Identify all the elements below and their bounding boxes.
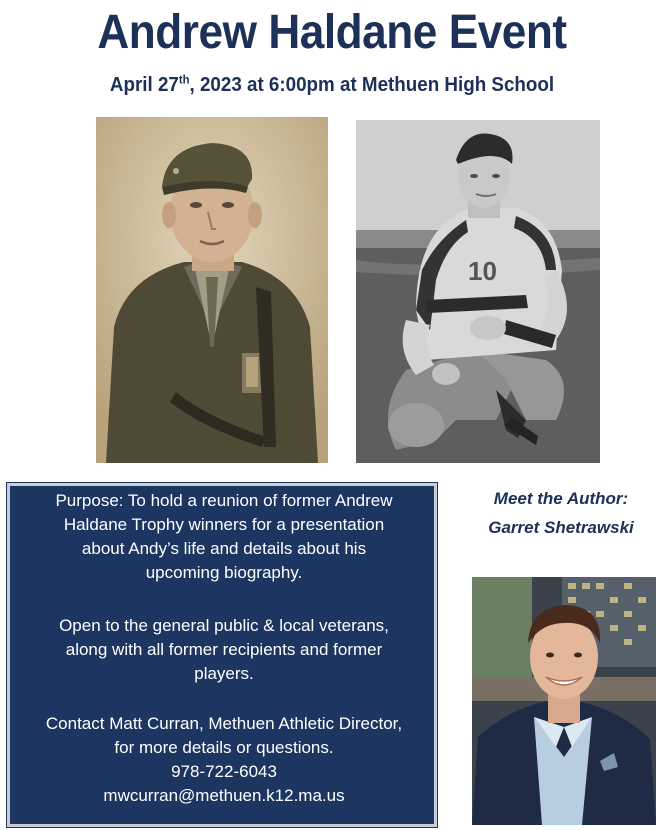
contact-line: Contact Matt Curran, Methuen Athletic Director, <box>45 714 403 733</box>
jersey-number: 10 <box>468 256 497 286</box>
purpose-paragraph <box>24 489 424 585</box>
event-date-line <box>20 70 644 100</box>
author-name: Garret Shetrawski <box>488 518 634 537</box>
date-prefix: April 27 <box>109 74 179 96</box>
purpose-line: about Andy’s life and details about his <box>81 539 367 558</box>
author-photo <box>472 577 656 825</box>
purpose-line: Haldane Trophy winners for a presentation <box>63 515 385 534</box>
meet-the-author-heading <box>458 484 664 542</box>
date-rest: , 2023 at 6:00pm at Methuen High School <box>189 74 555 96</box>
football-player-photo <box>356 120 600 463</box>
author-heading-label: Meet the Author: <box>493 489 629 508</box>
contact-email: mwcurran@methuen.k12.ma.us <box>103 786 345 805</box>
open-to-public-paragraph <box>24 614 424 686</box>
open-line: along with all former recipients and former <box>65 640 383 659</box>
event-title: Andrew Haldane Event <box>97 6 567 59</box>
soldier-portrait-photo <box>96 117 328 463</box>
contact-line: for more details or questions. <box>114 738 334 757</box>
open-line: players. <box>194 664 254 683</box>
date-suffix: th <box>178 72 190 87</box>
contact-paragraph <box>14 712 434 808</box>
contact-phone: 978-722-6043 <box>171 762 277 781</box>
purpose-line: Purpose: To hold a reunion of former Andrew <box>55 491 393 510</box>
open-line: Open to the general public & local veterans, <box>59 616 389 635</box>
event-info-box <box>7 483 437 827</box>
purpose-line: upcoming biography. <box>145 563 303 582</box>
